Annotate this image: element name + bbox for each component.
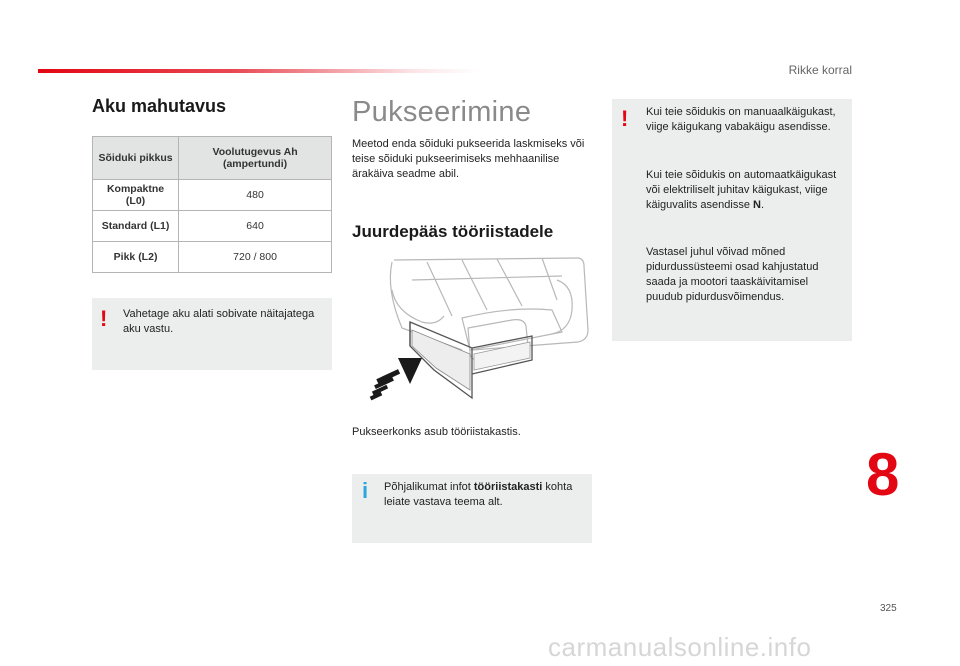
warning-icon: ! [621,106,629,131]
table-cell: Kompaktne (L0) [93,180,179,211]
info-text-start: Põhjalikumat infot [384,481,474,493]
towing-intro: Meetod enda sõiduki pukseerida laskmiseks või teise sõiduki pukseerimiseks mehhaanilise ärakäiva seadme abil. [352,138,585,180]
towing-heading: Pukseerimine [352,96,532,128]
toolbox-info-text [384,480,588,510]
section-title: Rikke korral [788,63,852,77]
battery-warning-note [92,298,332,370]
table-row [93,242,332,273]
neutral-position-label: N [753,199,761,211]
battery-capacity-heading: Aku mahutavus [92,96,227,116]
page-number: 325 [880,603,897,614]
info-text-bold: tööriistakasti [473,481,543,493]
table-cell: Pikk (L2) [93,242,179,273]
table-header-row [93,137,332,180]
table-cell: 480 [179,180,332,211]
watermark: carmanualsonline.info [548,632,812,662]
seat-toolbox-illustration [352,250,592,410]
info-icon: i [362,478,369,503]
table-header-cell: Voolutugevus Ah (ampertundi) [179,137,332,180]
tow-hook-caption: Pukseerkonks asub tööriistakastis. [352,426,521,438]
gearbox-warning-note [612,99,852,341]
table-cell: Standard (L1) [93,211,179,242]
table-row [93,180,332,211]
toolbox-info-note [352,474,592,543]
automatic-gearbox-warning [646,168,846,213]
battery-capacity-table [92,136,332,273]
tool-access-heading: Juurdepääs tööriistadele [352,222,554,241]
table-row [93,211,332,242]
table-cell: 640 [179,211,332,242]
auto-gearbox-text: Kui teie sõidukis on automaatkäigukast või elektriliselt juhitav käigukast, viige käiguvalits asendisse [646,169,837,211]
auto-gearbox-text-end: . [760,199,765,211]
brake-system-warning: Vastasel juhul võivad mõned pidurdussüsteemi osad kahjustatud saada ja mootori taaskäivitamisel puudub pidurdusvõimendus. [646,246,819,303]
chapter-number: 8 [866,441,900,508]
manual-gearbox-warning: Kui teie sõidukis on manuaalkäigukast, viige käigukang vabakäigu asendisse. [646,106,836,133]
info-text-end: kohta leiate vastava teema alt. [384,481,573,508]
header-accent-bar [38,69,478,73]
warning-icon: ! [100,306,108,331]
table-header-cell: Sõiduki pikkus [93,137,179,180]
table-cell: 720 / 800 [179,242,332,273]
battery-warning-text: Vahetage aku alati sobivate näitajatega aku vastu. [123,308,315,335]
